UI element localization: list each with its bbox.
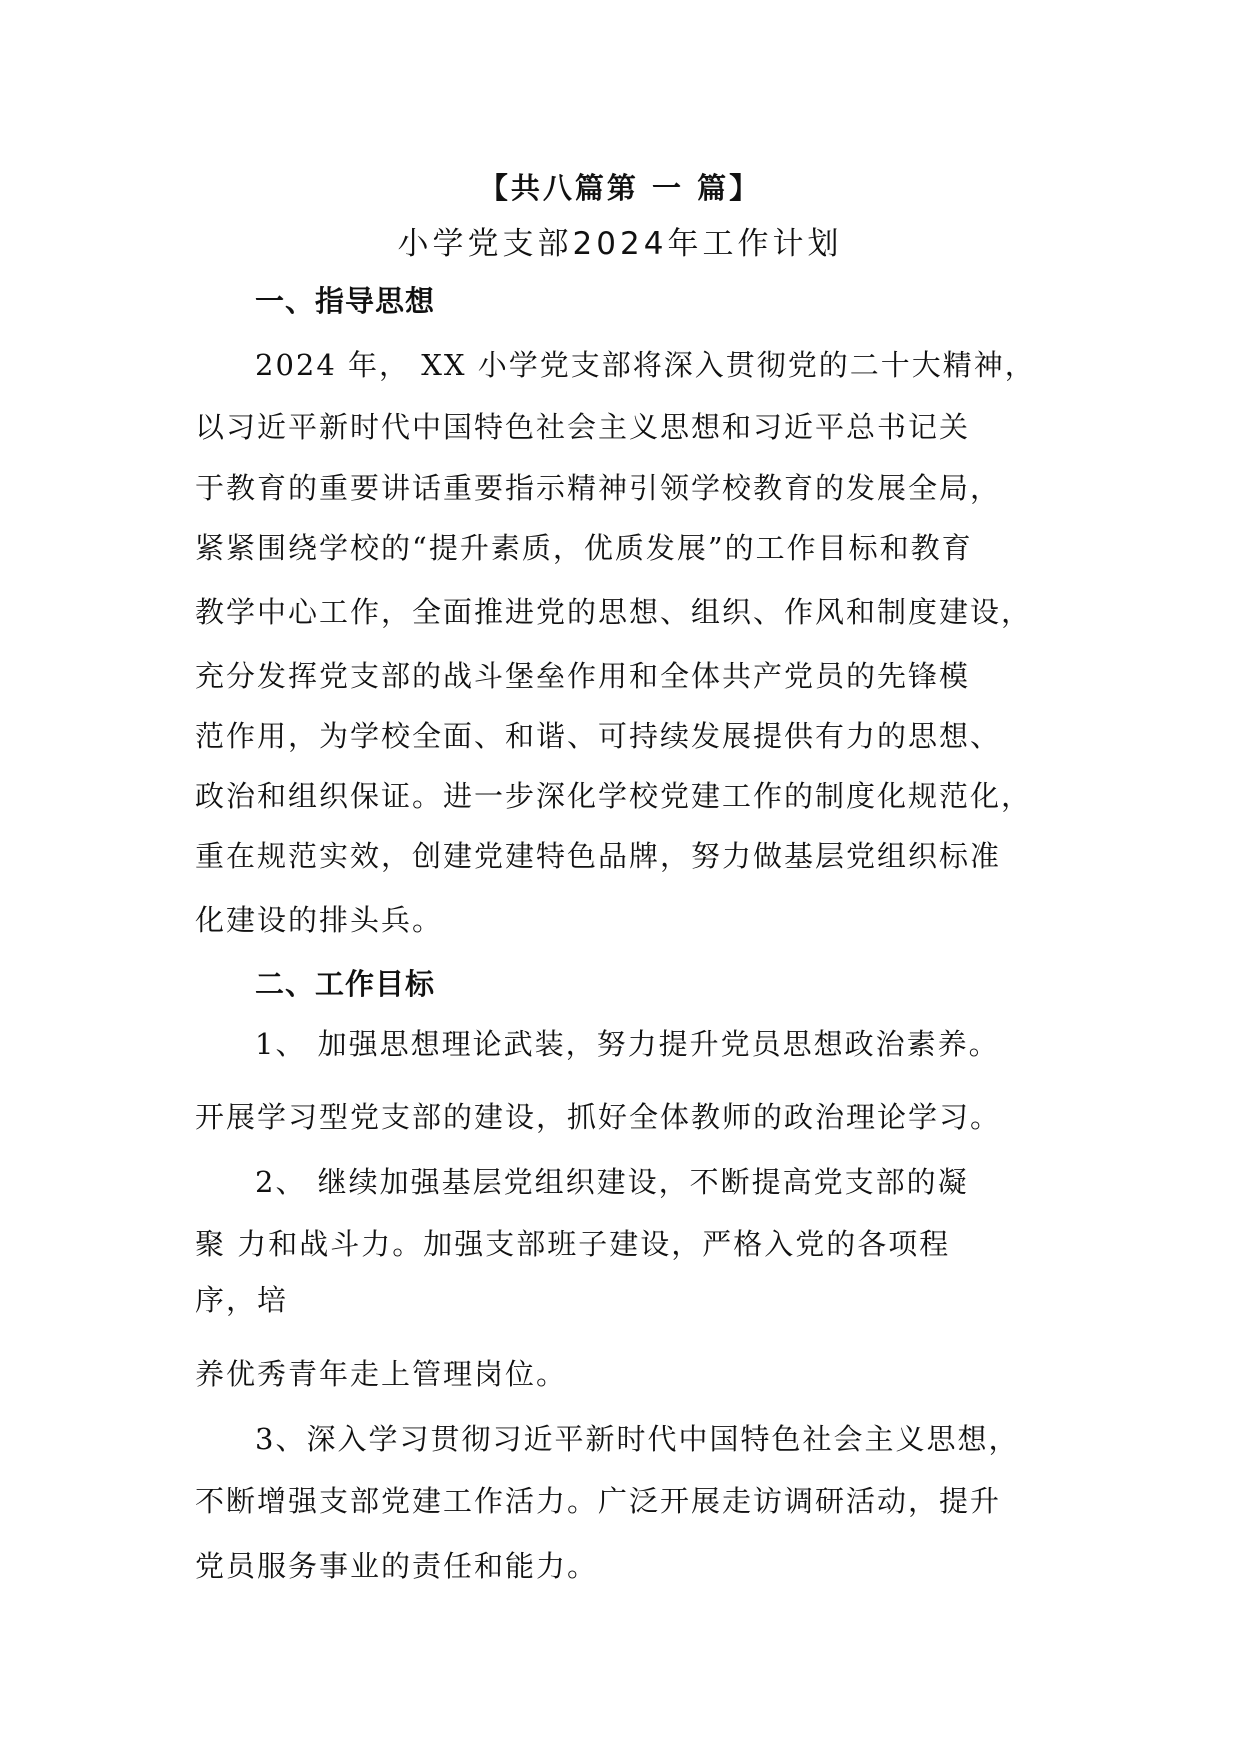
section-heading-work-goals: 二、工作目标 (255, 967, 436, 1001)
goal-line: 不断增强支部党建工作活力。广泛开展走访调研活动，提升 (195, 1484, 1002, 1518)
paragraph-line: 范作用，为学校全面、和谐、可持续发展提供有力的思想、 (195, 719, 1002, 753)
goal-line: 1、 加强思想理论武装，努力提升党员思想政治素养。 (255, 1027, 1000, 1061)
goal-line: 聚 力和战斗力。加强支部班子建设，严格入党的各项程 (195, 1227, 951, 1261)
goal-line: 党员服务事业的责任和能力。 (195, 1549, 599, 1583)
paragraph-line: 充分发挥党支部的战斗堡垒作用和全体共产党员的先锋模 (195, 659, 971, 693)
paragraph-line: 2024 年， XX 小学党支部将深入贯彻党的二十大精神， (255, 348, 1036, 382)
document-title: 小学党支部2024年工作计划 (397, 226, 843, 262)
goal-line: 3、深入学习贯彻习近平新时代中国特色社会主义思想， (255, 1422, 1020, 1456)
part-label: 【共八篇第 一 篇】 (478, 171, 762, 205)
goal-line: 2、 继续加强基层党组织建设，不断提高党支部的凝 (255, 1165, 969, 1199)
goal-line: 养优秀青年走上管理岗位。 (195, 1357, 568, 1391)
paragraph-line: 于教育的重要讲话重要指示精神引领学校教育的发展全局， (195, 471, 1002, 505)
goal-line: 序，培 (195, 1283, 289, 1317)
goal-line: 开展学习型党支部的建设，抓好全体教师的政治理论学习。 (195, 1100, 1002, 1134)
section-heading-guiding-ideology: 一、指导思想 (255, 284, 436, 318)
paragraph-line: 重在规范实效，创建党建特色品牌，努力做基层党组织标准 (195, 839, 1002, 873)
paragraph-line: 化建设的排头兵。 (195, 903, 444, 937)
paragraph-line: 政治和组织保证。进一步深化学校党建工作的制度化规范化， (195, 779, 1033, 813)
paragraph-line: 以习近平新时代中国特色社会主义思想和习近平总书记关 (195, 410, 971, 444)
paragraph-line: 教学中心工作，全面推进党的思想、组织、作风和制度建设， (195, 595, 1033, 629)
paragraph-line: 紧紧围绕学校的“提升素质，优质发展”的工作目标和教育 (195, 531, 973, 565)
